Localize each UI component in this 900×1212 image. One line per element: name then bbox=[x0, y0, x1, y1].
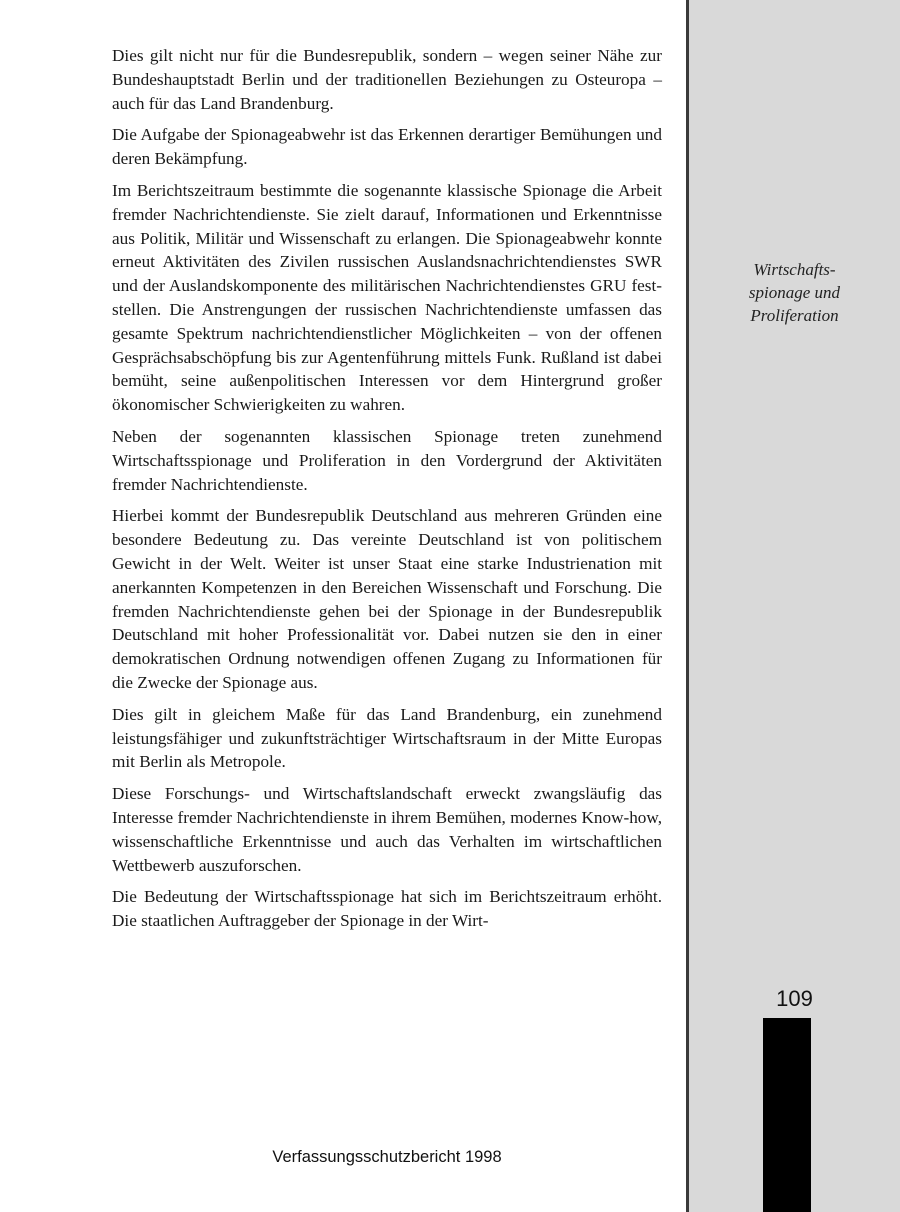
margin-note-line: Proliferation bbox=[750, 306, 839, 325]
margin-note-line: spionage und bbox=[748, 283, 841, 302]
margin-note bbox=[689, 258, 900, 327]
paragraph: Neben der sogenannten klassischen Spionage treten zunehmend Wirtschaftsspionage und Proliferation in den Vordergrund der Aktivitäten fremder Nachrichtendienste. bbox=[112, 426, 662, 494]
paragraph: Dies gilt in gleichem Maße für das Land Brandenburg, ein zunehmend leistungsfähiger und zukunftsträchtiger Wirtschaftsraum in der Mitte Europas mit Berlin als Metropole. bbox=[112, 704, 662, 772]
paragraph: Die Bedeutung der Wirtschaftsspionage hat sich im Berichtszeitraum erhöht. Die staatlichen Auftraggeber der Spionage in der Wirt- bbox=[112, 887, 662, 931]
paragraph: Hierbei kommt der Bundesrepublik Deutschland aus mehreren Gründen eine besondere Bedeutung zu. Das vereinte Deutschland ist von politischem Gewicht in der Welt. Weiter ist unser Staat eine starke Industrienation mit anerkannten Kompetenzen in den Bereichen Wissenschaft und Forschung. Die fremden Nachrichtendienste gehen bei der Spionage in der Bundesrepublik Deutschland mit hoher Professionalität vor. Dabei nutzen sie den in einer demokratischen Ordnung notwendigen offenen Zugang zu Informationen für die Zwecke der Spionage aus. bbox=[112, 506, 662, 692]
paragraph: Im Berichtszeitraum bestimmte die sogenannte klassische Spionage die Arbeit fremder Nachrichtendienste. Sie zielt darauf, Informationen und Erkenntnisse aus Politik, Militär und Wissenschaft zu erlangen. Die Spionageabwehr konnte erneut Aktivitäten des Zivilen russischen Auslandsnachrichtendienstes SWR und der Auslandskomponente des militärischen Nachrichtendienstes GRU feststellen. Die Anstrengungen der russischen Nachrichtendienste umfassen das gesamte Spektrum nachrichtendienstlicher Möglichkeiten – von der offenen Gesprächsabschöpfung bis zur Agentenführung mittels Funk. Rußland ist dabei bemüht, seine außenpolitischen Interessen vor dem Hintergrund großer ökonomischer Schwierigkeiten zu wahren. bbox=[112, 180, 662, 415]
paragraph: Diese Forschungs- und Wirtschaftslandschaft erweckt zwangsläufig das Interesse fremder Nachrichtendienste in ihrem Bemühen, modernes Know-how, wissenschaftliche Erkenntnisse und auch das Verhalten im wirtschaftlichen Wettbewerb auszuforschen. bbox=[112, 784, 662, 875]
thumb-index-bar bbox=[763, 1018, 811, 1212]
page-footer: Verfassungsschutzbericht 1998 bbox=[272, 1148, 502, 1166]
page-number: 109 bbox=[776, 986, 813, 1011]
sidebar-margin bbox=[686, 0, 900, 1212]
paragraph: Die Aufgabe der Spionageabwehr ist das Erkennen derartiger Bemühungen und deren Bekämpfung. bbox=[112, 125, 662, 169]
margin-note-line: Wirtschafts- bbox=[753, 260, 836, 279]
main-text-column bbox=[112, 44, 662, 941]
paragraph: Dies gilt nicht nur für die Bundesrepublik, sondern – wegen seiner Nähe zur Bundeshauptstadt Berlin und der traditionellen Beziehungen zu Osteuropa – auch für das Land Brandenburg. bbox=[112, 46, 662, 113]
